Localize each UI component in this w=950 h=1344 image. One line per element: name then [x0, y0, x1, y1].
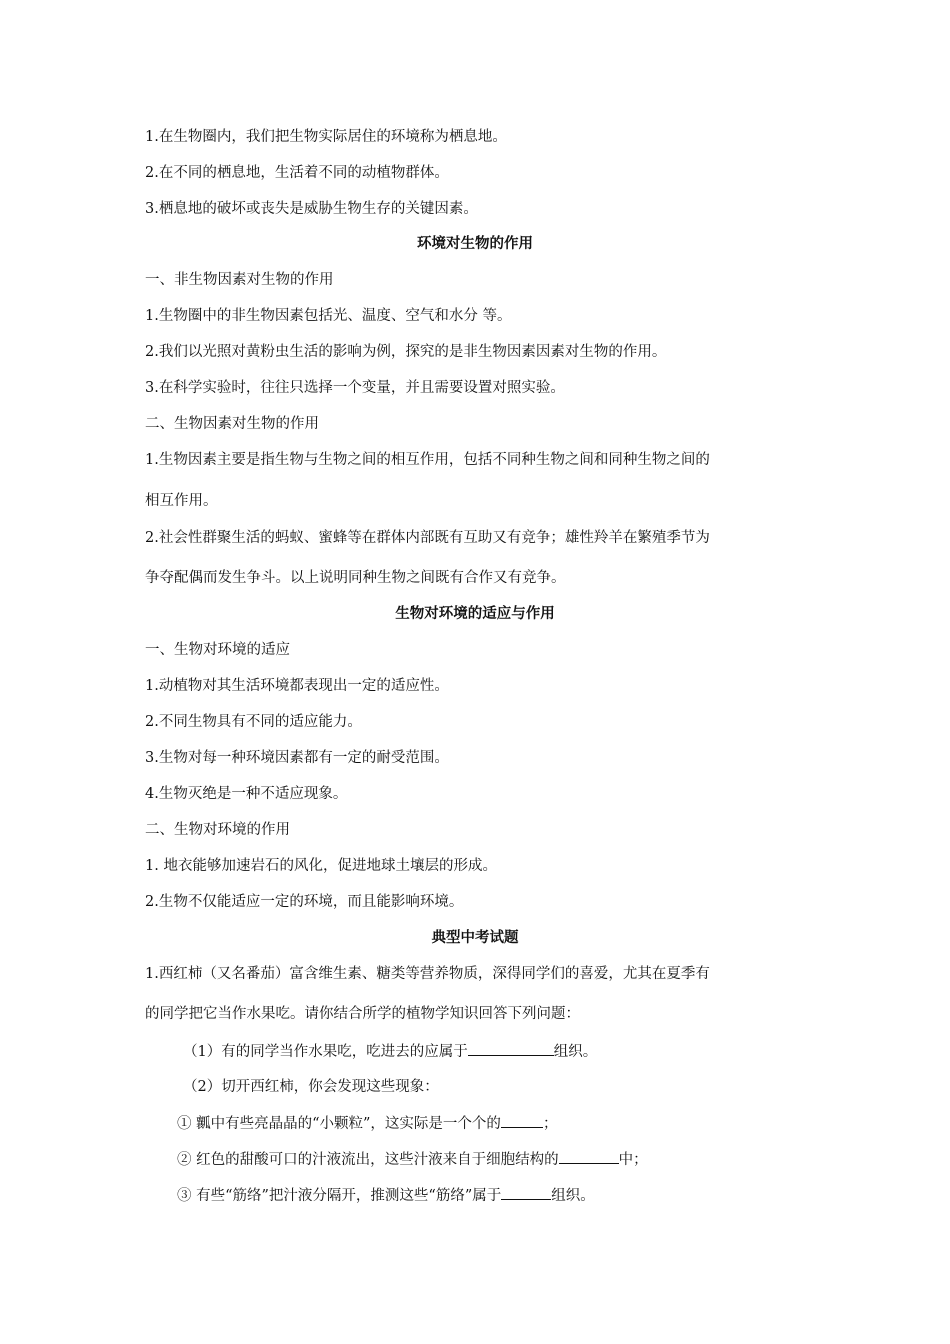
observation-3-suffix: 组织。: [551, 1188, 595, 1204]
subheading-biotic: 二、生物因素对生物的作用: [145, 416, 319, 432]
biotic-item-1-line-2: 相互作用。: [145, 493, 218, 509]
question-1-line-2: 的同学把它当作水果吃。请你结合所学的植物学知识回答下列问题：: [145, 1006, 580, 1022]
habitat-item-3: 3.栖息地的破坏或丧失是威胁生物生存的关键因素。: [145, 201, 478, 217]
question-1-line-1: 1.西红柿（又名番茄）富含维生素、糖类等营养物质，深得同学们的喜爱，尤其在夏季有: [145, 966, 710, 982]
section-heading-exam: 典型中考试题: [431, 930, 519, 946]
biotic-item-2-line-1: 2.社会性群聚生活的蚂蚁、蜜蜂等在群体内部既有互助又有竞争；雄性羚羊在繁殖季节为: [145, 530, 710, 546]
question-1-part-2: （2）切开西红柿，你会发现这些现象：: [183, 1079, 439, 1095]
subheading-organism-effect: 二、生物对环境的作用: [145, 822, 290, 838]
observation-1: [177, 1113, 557, 1134]
adaptation-item-3: 3.生物对每一种环境因素都有一定的耐受范围。: [145, 750, 449, 766]
biotic-item-2-line-2: 争夺配偶而发生争斗。以上说明同种生物之间既有合作又有竞争。: [145, 570, 566, 586]
abiotic-item-1: 1.生物圈中的非生物因素包括光、温度、空气和水分 等。: [145, 308, 512, 324]
observation-2-suffix: 中；: [618, 1152, 648, 1168]
abiotic-item-2: 2.我们以光照对黄粉虫生活的影响为例，探究的是非生物因素因素对生物的作用。: [145, 344, 667, 360]
habitat-item-2: 2.在不同的栖息地，生活着不同的动植物群体。: [145, 165, 449, 181]
organism-effect-item-1: 1. 地衣能够加速岩石的风化，促进地球土壤层的形成。: [145, 858, 497, 874]
subheading-abiotic: 一、非生物因素对生物的作用: [145, 272, 334, 288]
observation-1-text: ① 瓤中有些亮晶晶的“小颗粒”，这实际是一个个的: [177, 1116, 501, 1132]
section-heading-env-effect: 环境对生物的作用: [417, 236, 533, 252]
adaptation-item-1: 1.动植物对其生活环境都表现出一定的适应性。: [145, 678, 449, 694]
question-1-part-1: [183, 1041, 597, 1062]
organism-effect-item-2: 2.生物不仅能适应一定的环境，而且能影响环境。: [145, 894, 464, 910]
habitat-item-1: 1.在生物圈内，我们把生物实际居住的环境称为栖息地。: [145, 129, 507, 145]
observation-1-suffix: ；: [542, 1116, 558, 1132]
section-heading-adaptation: 生物对环境的适应与作用: [395, 606, 555, 622]
answer-blank-1[interactable]: [468, 1041, 554, 1056]
answer-blank-4[interactable]: [501, 1185, 551, 1200]
adaptation-item-4: 4.生物灭绝是一种不适应现象。: [145, 786, 348, 802]
observation-3: [177, 1185, 595, 1206]
part-1-text: （1）有的同学当作水果吃，吃进去的应属于: [183, 1044, 468, 1060]
adaptation-item-2: 2.不同生物具有不同的适应能力。: [145, 714, 362, 730]
observation-3-text: ③ 有些“筋络”把汁液分隔开，推测这些“筋络”属于: [177, 1188, 502, 1204]
observation-2-text: ② 红色的甜酸可口的汁液流出，这些汁液来自于细胞结构的: [177, 1152, 559, 1168]
biotic-item-1-line-1: 1.生物因素主要是指生物与生物之间的相互作用，包括不同种生物之间和同种生物之间的: [145, 452, 710, 468]
subheading-adaptation: 一、生物对环境的适应: [145, 642, 290, 658]
part-1-suffix: 组织。: [553, 1044, 598, 1060]
observation-2: [177, 1149, 648, 1170]
abiotic-item-3: 3.在科学实验时，往往只选择一个变量，并且需要设置对照实验。: [145, 380, 565, 396]
answer-blank-3[interactable]: [559, 1149, 619, 1164]
answer-blank-2[interactable]: [501, 1113, 543, 1128]
